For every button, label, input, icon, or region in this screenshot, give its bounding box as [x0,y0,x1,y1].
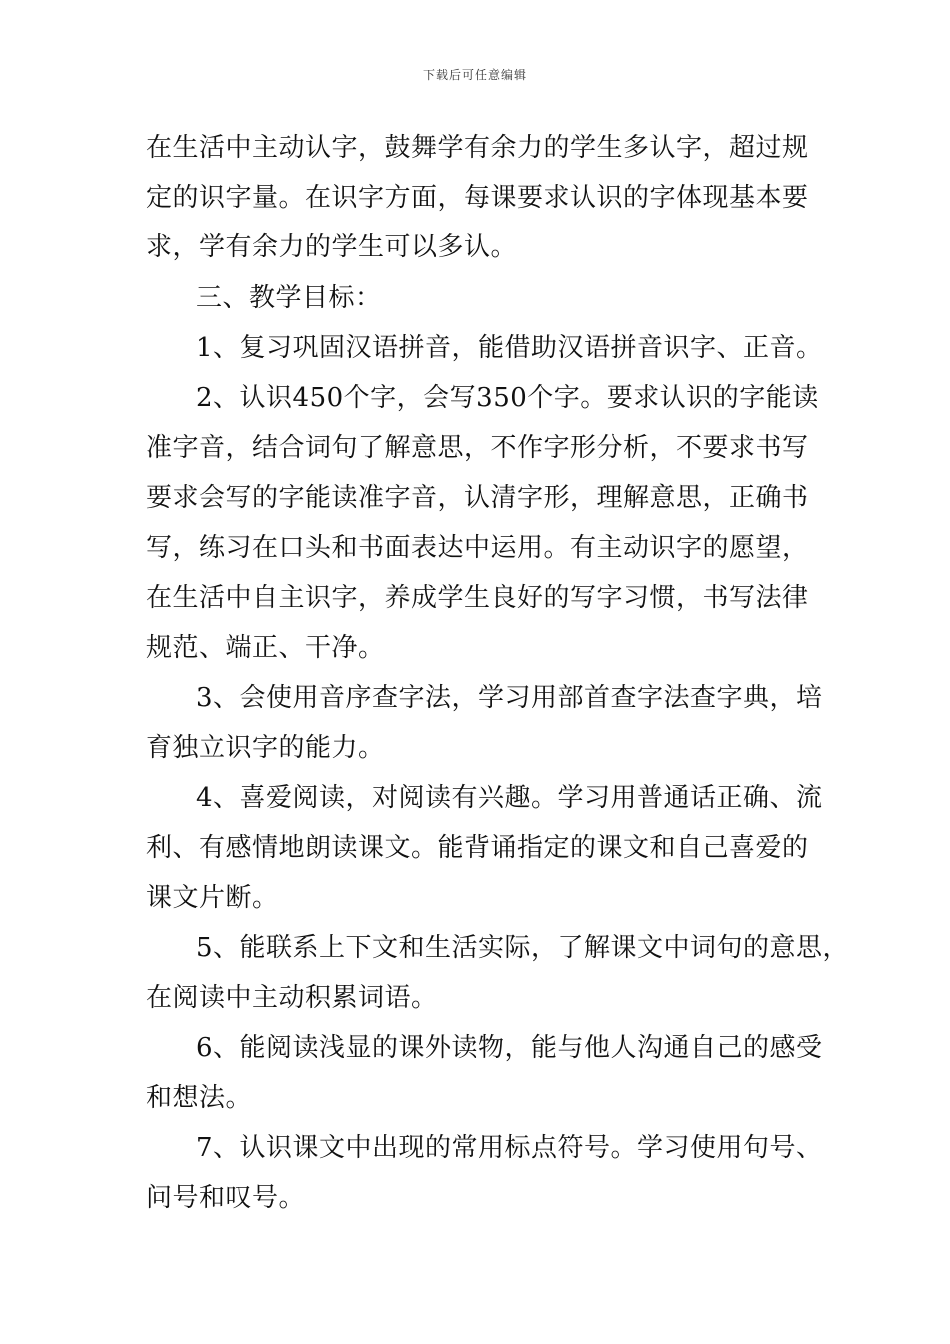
text-line: 求，学有余力的学生可以多认。 [146,232,518,262]
text-line: 在阅读中主动积累词语。 [146,983,438,1013]
text-line: 课文片断。 [146,883,279,913]
text-line: 在生活中自主识字，养成学生良好的写字习惯，书写法律 [146,583,809,613]
list-item: 6、能阅读浅显的课外读物，能与他人沟通自己的感受 [196,1033,823,1063]
list-item: 5、能联系上下文和生活实际，了解课文中词句的意思， [196,933,850,963]
list-item: 4、喜爱阅读，对阅读有兴趣。学习用普通话正确、流 [196,783,823,813]
list-item: 1、复习巩固汉语拼音，能借助汉语拼音识字、正音。 [196,333,823,363]
text-line: 写，练习在口头和书面表达中运用。有主动识字的愿望， [146,533,809,563]
list-item: 7、认识课文中出现的常用标点符号。学习使用句号、 [196,1133,823,1163]
text-line: 育独立识字的能力。 [146,733,385,763]
text-line: 在生活中主动认字，鼓舞学有余力的学生多认字，超过规 [146,133,809,163]
text-line: 和想法。 [146,1083,253,1113]
text-line: 要求会写的字能读准字音，认清字形，理解意思，正确书 [146,483,809,513]
text-line: 准字音，结合词句了解意思，不作字形分析，不要求书写 [146,433,809,463]
text-line: 规范、端正、干净。 [146,633,385,663]
text-line: 利、有感情地朗读课文。能背诵指定的课文和自己喜爱的 [146,833,809,863]
list-item: 2、认识450个字，会写350个字。要求认识的字能读 [196,383,819,413]
page-header-note: 下载后可任意编辑 [422,68,527,82]
text-line: 定的识字量。在识字方面，每课要求认识的字体现基本要 [146,183,809,213]
text-line: 问号和叹号。 [146,1183,306,1213]
section-heading: 三、教学目标： [196,283,382,313]
list-item: 3、会使用音序查字法，学习用部首查字法查字典，培 [196,683,823,713]
